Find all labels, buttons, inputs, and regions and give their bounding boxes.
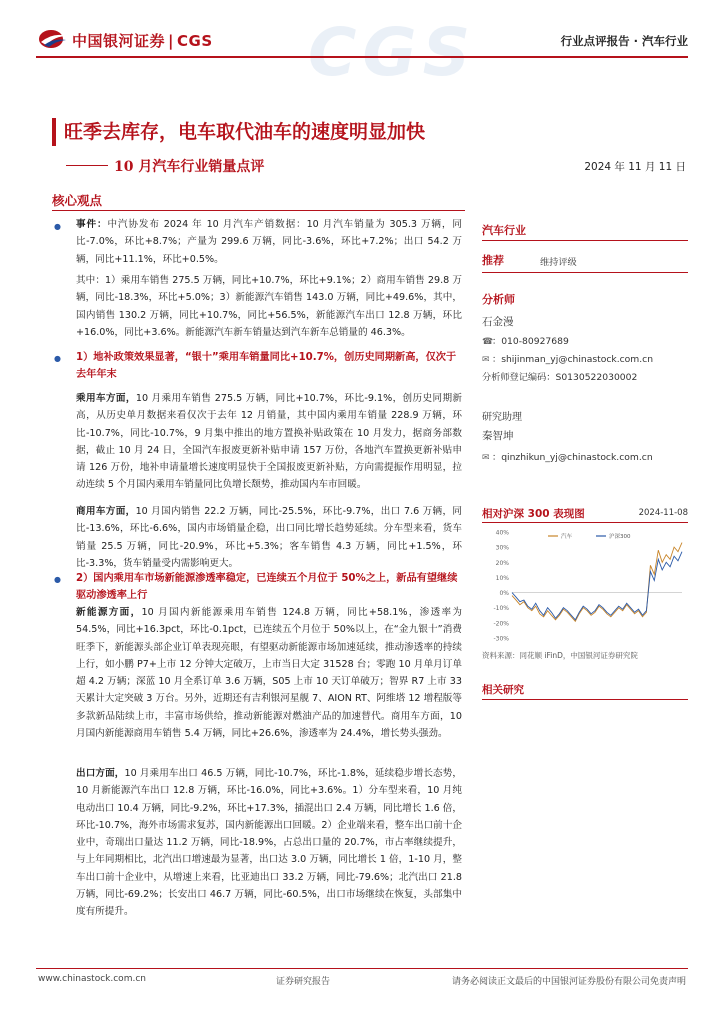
bullet-icon: ● bbox=[54, 222, 61, 231]
footer-site[interactable]: www.chinastock.com.cn bbox=[38, 974, 146, 984]
event-lead: 事件： bbox=[76, 219, 108, 230]
sidebar-rule bbox=[482, 240, 688, 241]
assistant-email-row: ✉ ：qinzhikun_yj@chinastock.com.cn bbox=[482, 452, 653, 463]
header-watermark: CGS bbox=[308, 14, 477, 91]
report-category: 行业点评报告 · 汽车行业 bbox=[560, 34, 688, 48]
related-heading: 相关研究 bbox=[482, 684, 524, 696]
analyst-name: 石金漫 bbox=[482, 316, 514, 328]
sidebar-rule bbox=[482, 272, 688, 273]
rating-value: 维持评级 bbox=[540, 257, 577, 268]
y-tick-label: -20% bbox=[493, 620, 509, 628]
export-lead: 出口方面， bbox=[76, 768, 125, 779]
assistant-email[interactable]: qinzhikun_yj@chinastock.com.cn bbox=[501, 452, 653, 463]
y-tick-label: -10% bbox=[493, 605, 509, 613]
page-subtitle: 10 月汽车行业销量点评 bbox=[114, 159, 265, 175]
analyst-email-row: ✉ ：shijinman_yj@chinastock.com.cn bbox=[482, 354, 654, 365]
footer-tag: 证券研究报告 bbox=[276, 977, 331, 987]
title-accent-bar bbox=[52, 118, 56, 146]
y-tick-label: 30% bbox=[495, 544, 509, 552]
report-date: 2024 年 11 月 11 日 bbox=[584, 161, 686, 173]
brand-logo-icon bbox=[38, 28, 68, 50]
passenger-lead: 乘用车方面， bbox=[76, 393, 136, 404]
event-text: 中汽协发布 2024 年 10 月汽车产销数据：10 月汽车销量为 305.3 万辆，同比-7.0%，环比+8.7%；产量为 299.6 万辆，同比-3.6%，环比+7.2%；出口 54.2 万辆，同比+11.1%，环比+0.5%。 bbox=[76, 219, 462, 265]
rating-label: 推荐 bbox=[482, 254, 504, 267]
core-section-heading: 核心观点 bbox=[52, 193, 103, 208]
analyst-phone-row: ☎：010-80927689 bbox=[482, 336, 569, 347]
email-icon: ✉ bbox=[482, 355, 490, 365]
commercial-text: 10 月国内销售 22.2 万辆，同比-25.5%，环比-9.7%，出口 7.6 万辆，同比-13.6%，环比-6.6%，国内市场销量企稳，出口同比增长趋势延续。分车型来看，货车销量 25.5 万辆，同比-20.9%，环比+5.3%；客车销售 4.3 万辆，同比+1.5%，环比-3.3%，货车销量受内需影响更大。 bbox=[76, 506, 462, 569]
chart-source: 资料来源：同花顺 iFinD，中国银河证券研究院 bbox=[482, 651, 638, 660]
commercial-lead: 商用车方面， bbox=[76, 506, 136, 517]
footer-rule bbox=[36, 968, 688, 969]
series-line bbox=[512, 543, 682, 622]
y-tick-label: 0% bbox=[499, 590, 509, 598]
bullet-icon: ● bbox=[54, 354, 61, 363]
export-text: 10 月乘用车出口 46.5 万辆，同比-10.7%，环比-1.8%，延续稳步增长态势，10 月新能源汽车出口 12.8 万辆，环比-16.0%，同比+3.6%。1）分车型来看，10 月纯电动出口 10.4 万辆，同比-9.2%，环比+17.3%，插混出口 2.4 万辆，同比增长 1.6 倍，环比-10.7%，海外市场需求复苏，国内新能源出口回暖。2）企业端来看，整车出口前十企业中，奇瑞出口量达 11.2 万辆，同比-18.9%，占总出口量的 20.7%，市占率继续提升，与上年同期相比，北汽出口增速最为显著，出口达 3.0 万辆，同比增长 1 倍，1-10 月，整车出口前十企业中，从增速上来看，比亚迪出口 33.2 万辆，同比-79.6%；北汽出口 21.8 万辆，同比-69.2%；长安出口 46.7 万辆，同比-60.5%，出口市场继续在恢复，头部集中度有所提升。 bbox=[76, 768, 462, 918]
header-rule bbox=[36, 56, 688, 58]
phone-icon: ☎ bbox=[482, 337, 494, 347]
point-2-nev bbox=[76, 604, 462, 760]
brand-name-cn: 中国银河证券 bbox=[72, 32, 166, 50]
brand-divider: | bbox=[168, 32, 174, 50]
nev-text: 10 月国内新能源乘用车销售 124.8 万辆，同比+58.1%，渗透率为 54.5%，同比+16.3pct，环比-0.1pct，已连续五个月位于 50%以上，在“金九银十”消费旺季下，新能源头部企业订单表现亮眼，有望驱动新能源市场加速延续，推动渗透率的持续上行，如小鹏 P7+上市 12 分钟大定破万，上市当日大定 31528 台；零跑 10 月单月订单超 4.2 万辆；深蓝 10 月全系订单 3.6 万辆，S05 上市 10 天订单破万；智界 R7 上市 33 天累计大定突破 3 万台。另外，近期还有吉利银河星舰 7、AION RT、阿维塔 12 增程版等多款新品陆续上市，丰富市场供给，推动新能源对燃油产品的加速替代。商用车方面，10 月国内新能源商用车销售 5.4 万辆，同比+26.6%，渗透率为 24.4%，增长势头强劲。 bbox=[76, 607, 462, 740]
sidebar-industry: 汽车行业 bbox=[482, 224, 526, 237]
passenger-text: 10 月乘用车销售 275.5 万辆，同比+10.7%，环比-9.1%，创历史同期新高，从历史单月数据来看仅次于去年 12 月销量，其中国内乘用车销量 228.9 万辆，环比-10.7%，同比-10.7%，9 月集中推出的地方置换补贴政策在 10 月发力，据商务部数据，截止 10 月 24 日，全国汽车报废更新补贴申请 157 万份，各地汽车置换更新补贴申请 126 万份，地补申请量增长速度明显快于全国报废更新补贴，方向需提振作用明显，拉动连续 5 个月国内乘用车销量同比负增长颓势，推动国内车市回暖。 bbox=[76, 393, 462, 491]
page-title: 旺季去库存，电车取代油车的速度明显加快 bbox=[64, 121, 426, 143]
y-tick-label: -30% bbox=[493, 635, 509, 643]
email-icon: ✉ bbox=[482, 453, 490, 463]
analyst-heading: 分析师 bbox=[482, 293, 515, 306]
point-1-commercial bbox=[76, 503, 462, 573]
core-section-rule bbox=[52, 210, 465, 211]
event-detail: 其中：1）乘用车销售 275.5 万辆，同比+10.7%，环比+9.1%；2）商用车销售 29.8 万辆，同比-18.3%，环比+5.0%；3）新能源汽车销售 143.0 万辆，同比+49.6%，其中，国内销售 130.2 万辆，同比+10.7%，同比+56.5%，新能源汽车出口 12.8 万辆，环比+16.0%，同比+3.6%。新能源汽车新车销量达到汽车新车总销量的 46.3%。 bbox=[76, 275, 462, 338]
chart-title: 相对沪深 300 表现图 bbox=[482, 508, 585, 520]
legend-label: 汽车 bbox=[561, 534, 573, 540]
y-tick-label: 10% bbox=[495, 574, 509, 582]
point-1-heading: 1）地补政策效果显著，“银十”乘用车销量同比+10.7%，创历史同期新高，仅次于去年年末 bbox=[76, 352, 457, 380]
point-2-heading: 2）国内乘用车市场新能源渗透率稳定，已连续五个月位于 50%之上，新品有望继续驱动渗透率上行 bbox=[76, 573, 458, 601]
assistant-name: 秦智坤 bbox=[482, 430, 514, 442]
assistant-heading: 研究助理 bbox=[482, 412, 522, 423]
chart-date: 2024-11-08 bbox=[638, 508, 688, 518]
point-2-export bbox=[76, 765, 462, 921]
footer-disclaimer: 请务必阅读正文最后的中国银河证券股份有限公司免责声明 bbox=[451, 977, 686, 987]
subtitle-dash bbox=[66, 165, 108, 166]
brand-name bbox=[72, 30, 213, 51]
relative-performance-chart bbox=[482, 526, 688, 646]
bullet-icon: ● bbox=[54, 575, 61, 584]
brand-name-en: CGS bbox=[177, 32, 213, 50]
y-tick-label: 20% bbox=[495, 559, 509, 567]
related-rule bbox=[482, 699, 688, 700]
nev-lead: 新能源方面， bbox=[76, 607, 142, 618]
analyst-phone: 010-80927689 bbox=[501, 336, 569, 347]
event-paragraph bbox=[76, 216, 462, 270]
y-tick-label: 40% bbox=[495, 529, 509, 537]
point-1-passenger bbox=[76, 390, 462, 494]
analyst-email[interactable]: shijinman_yj@chinastock.com.cn bbox=[501, 354, 654, 365]
legend-label: 沪深300 bbox=[609, 534, 631, 540]
chart-rule bbox=[482, 522, 688, 523]
analyst-license: 分析师登记编码：S0130522030002 bbox=[482, 372, 638, 383]
